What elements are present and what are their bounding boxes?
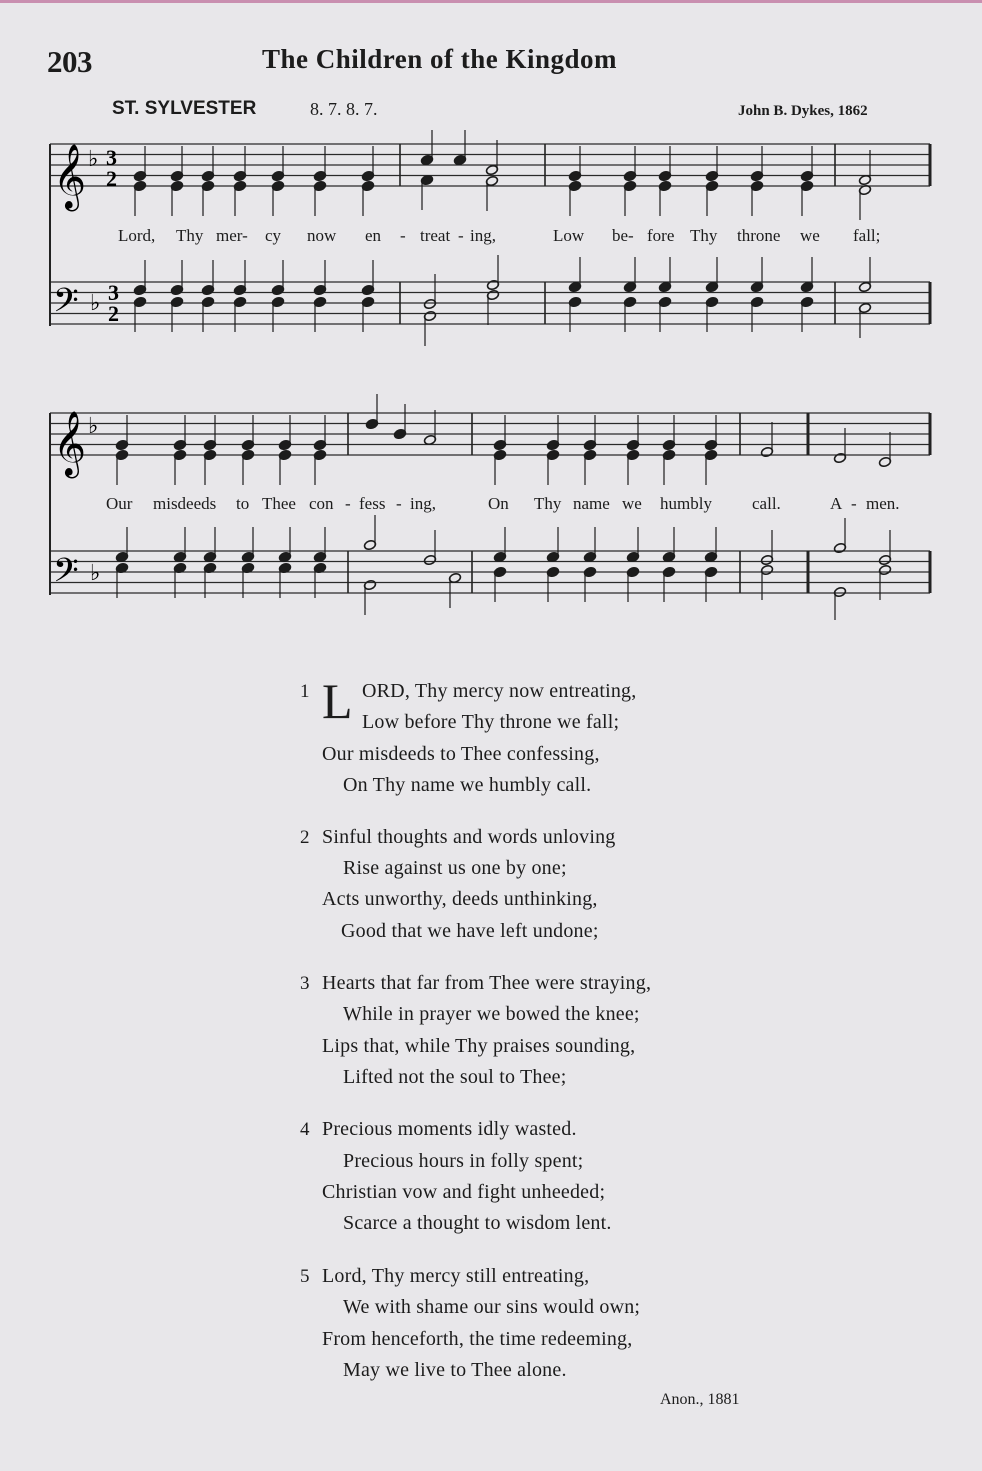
treble-clef-2: 𝄞 <box>53 411 87 476</box>
verse-number: 4 <box>300 1119 310 1140</box>
lyric-syllable: Thy <box>690 226 718 245</box>
lyric-syllable: humbly <box>660 494 712 513</box>
lyric-syllable: Thee <box>262 494 296 513</box>
verse-line: Acts unworthy, deeds unthinking, <box>322 888 598 910</box>
verse-line: Lips that, while Thy praises sounding, <box>322 1035 636 1057</box>
verse-line: We with shame our sins would own; <box>343 1296 641 1318</box>
time-signature-bottom: 2 <box>108 301 119 326</box>
verse-line: Lifted not the soul to Thee; <box>343 1066 567 1088</box>
lyric-syllable: Low <box>553 226 585 245</box>
time-signature-bottom: 2 <box>106 166 117 191</box>
flat-key-signature: ♭ <box>90 290 101 315</box>
lyric-syllable: ing, <box>470 226 496 245</box>
verse-number: 3 <box>300 973 310 994</box>
lyric-syllable: Thy <box>534 494 562 513</box>
time-signature-top: 3 <box>106 145 117 170</box>
lyric-syllable: call. <box>752 494 781 513</box>
lyric-syllable: ing, <box>410 494 436 513</box>
verse-line: Scarce a thought to wisdom lent. <box>343 1212 612 1234</box>
lyric-syllable: misdeeds <box>153 494 217 513</box>
lyric-syllable: fore <box>647 226 675 245</box>
lyric-syllable: fess <box>359 494 386 513</box>
verse-line: Christian vow and fight unheeded; <box>322 1181 606 1203</box>
verse-number: 5 <box>300 1266 310 1287</box>
time-signature-top: 3 <box>108 280 119 305</box>
lyric-syllable: mer- <box>216 226 248 245</box>
lyric-syllable: Lord, <box>118 226 156 245</box>
verse-line: Sinful thoughts and words unloving <box>322 826 616 848</box>
verse-number: 1 <box>300 681 310 702</box>
tune-meter: 8. 7. 8. 7. <box>310 99 378 119</box>
lyric-syllable: A <box>830 494 843 513</box>
lyric-syllable: throne <box>737 226 781 245</box>
verse-line: Our misdeeds to Thee confessing, <box>322 743 600 765</box>
lyric-syllable: we <box>800 226 820 245</box>
lyric-syllable: On <box>488 494 509 513</box>
lyric-syllable: name <box>573 494 610 513</box>
lyric-syllable: - <box>345 494 351 513</box>
lyric-syllable: be- <box>612 226 634 245</box>
text-attribution: Anon., 1881 <box>660 1391 740 1408</box>
flat-key-signature: ♭ <box>88 146 99 171</box>
verse-line: On Thy name we humbly call. <box>343 774 592 796</box>
treble-clef-1: 𝄞 <box>53 144 87 209</box>
verse-number: 2 <box>300 827 310 848</box>
verse-line: Hearts that far from Thee were straying, <box>322 972 652 994</box>
lyric-syllable: - <box>851 494 857 513</box>
verse-line: Rise against us one by one; <box>343 857 567 879</box>
verse-line: May we live to Thee alone. <box>343 1359 567 1381</box>
lyric-syllable: Our <box>106 494 133 513</box>
lyric-syllable: - <box>458 226 464 245</box>
flat-key-signature: ♭ <box>88 413 99 438</box>
lyric-syllable: en <box>365 226 382 245</box>
lyric-syllable: to <box>236 494 250 513</box>
lyric-syllable: - <box>400 226 406 245</box>
tune-name: ST. SYLVESTER <box>112 98 257 119</box>
lyric-syllable: now <box>307 226 337 245</box>
verse-line: From henceforth, the time redeeming, <box>322 1328 633 1350</box>
lyric-syllable: Thy <box>176 226 204 245</box>
lyric-syllable: con <box>309 494 334 513</box>
lyric-syllable: - <box>396 494 402 513</box>
verse-line: Precious hours in folly spent; <box>343 1150 584 1172</box>
drop-cap: L <box>322 673 353 729</box>
lyric-syllable: treat <box>420 226 451 245</box>
composer-credit: John B. Dykes, 1862 <box>738 103 868 119</box>
lyric-syllable: fall; <box>853 226 881 245</box>
bass-clef-2: 𝄢 <box>53 552 79 598</box>
verse-line: Lord, Thy mercy still entreating, <box>322 1265 590 1287</box>
verse-line: ORD, Thy mercy now entreating, <box>362 680 637 702</box>
lyric-syllable: men. <box>866 494 900 513</box>
verse-line: Good that we have left undone; <box>341 920 599 942</box>
bass-clef-1: 𝄢 <box>53 282 79 328</box>
verse-line: Precious moments idly wasted. <box>322 1118 577 1140</box>
section-title: The Children of the Kingdom <box>262 44 618 74</box>
hymn-number: 203 <box>47 44 92 79</box>
verse-line: While in prayer we bowed the knee; <box>343 1003 640 1025</box>
verse-line: Low before Thy throne we fall; <box>362 711 620 733</box>
flat-key-signature: ♭ <box>90 560 101 585</box>
lyric-syllable: we <box>622 494 642 513</box>
lyric-syllable: cy <box>265 226 282 245</box>
